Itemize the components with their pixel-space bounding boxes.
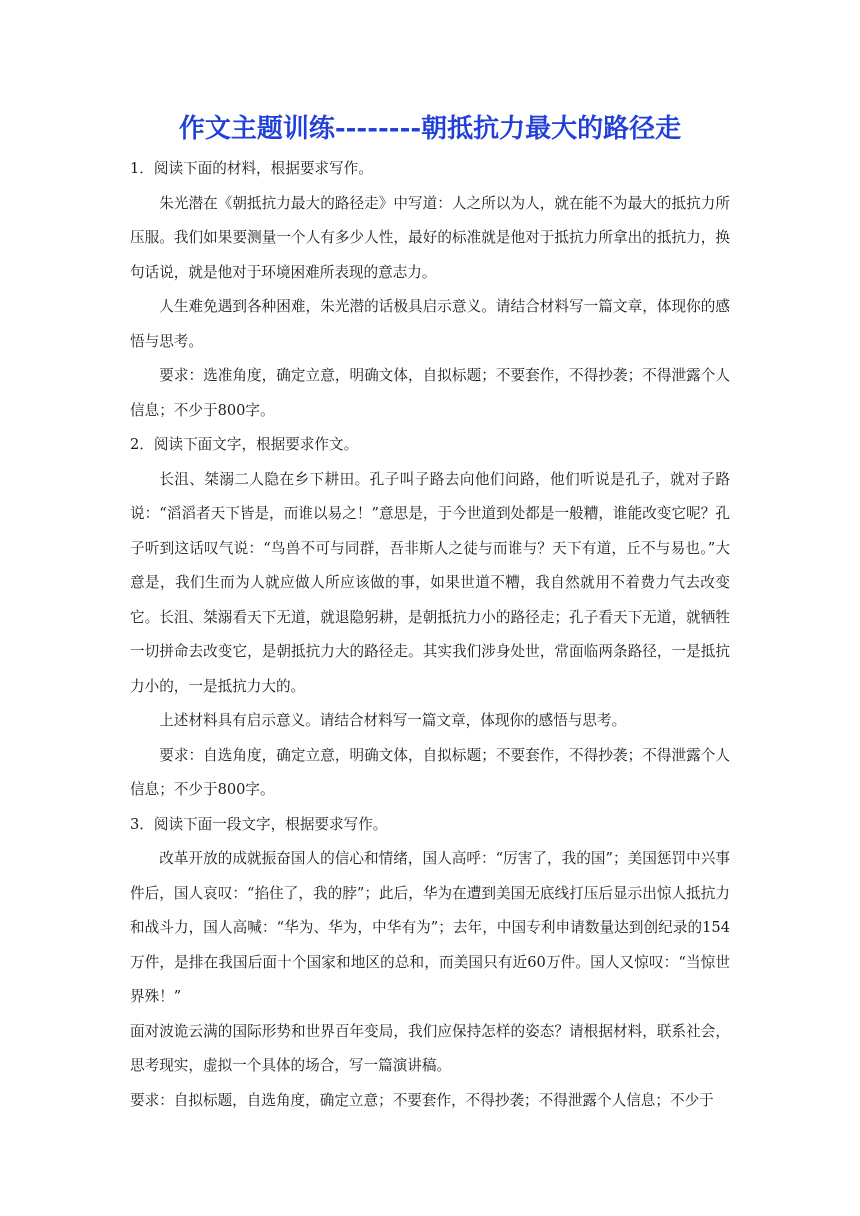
question-1-heading: 1．阅读下面的材料，根据要求写作。 [130, 160, 373, 177]
question-3-material: 改革开放的成就振奋国人的信心和情绪，国人高呼：“厉害了，我的国”；美国惩罚中兴事件后，国人哀叹：“掐住了，我的脖”；此后，华为在遭到美国无底线打压后显示出惊人抵抗力和战斗力，国人高喊：“华为、华为，中华有为”；去年，中国专利申请数量达到创纪录的154万件，是排在我国后面十个国家和地区的总和，而美国只有近60万件。国人又惊叹：“当惊世界殊！” [130, 850, 730, 1005]
question-3-requirements: 要求：自拟标题，自选角度，确定立意；不要套作，不得抄袭；不得泄露个人信息；不少于 [130, 1091, 714, 1109]
document-body [130, 108, 730, 1118]
question-2-material: 长沮、桀溺二人隐在乡下耕田。孔子叫子路去向他们问路，他们听说是孔子，就对子路说：“滔滔者天下皆是，而谁以易之！”意思是，于今世道到处都是一般糟，谁能改变它呢？孔子听到这话叹气说：“鸟兽不可与同群，吾非斯人之徒与而谁与？天下有道，丘不与易也。”大意是，我们生而为人就应做人所应该做的事，如果世道不糟，我自然就用不着费力气去改变它。长沮、桀溺看天下无道，就退隐躬耕，是朝抵抗力小的路径走；孔子看天下无道，就牺牲一切拼命去改变它，是朝抵抗力大的路径走。其实我们涉身处世，常面临两条路径，一是抵抗力小的，一是抵抗力大的。 [130, 470, 730, 695]
question-1-material: 朱光潜在《朝抵抗力最大的路径走》中写道：人之所以为人，就在能不为最大的抵抗力所压服。我们如果要测量一个人有多少人性，最好的标准就是他对于抵抗力所拿出的抵抗力，换句话说，就是他对于环境困难所表现的意志力。 [130, 194, 730, 281]
question-2-prompt: 上述材料具有启示意义。请结合材料写一篇文章，体现你的感悟与思考。 [159, 712, 627, 729]
question-2-requirements: 要求：自选角度，确定立意，明确文体，自拟标题；不要套作，不得抄袭；不得泄露个人信息；不少于800字。 [130, 746, 730, 798]
question-1-prompt: 人生难免遇到各种困难，朱光潜的话极具启示意义。请结合材料写一篇文章，体现你的感悟与思考。 [130, 298, 730, 350]
question-2-heading: 2．阅读下面文字，根据要求作文。 [130, 436, 359, 453]
question-1-requirements: 要求：选准角度，确定立意，明确文体，自拟标题；不要套作，不得抄袭；不得泄露个人信息；不少于800字。 [130, 367, 730, 419]
question-3-heading: 3．阅读下面一段文字，根据要求写作。 [130, 815, 388, 833]
question-3-prompt: 面对波诡云满的国际形势和世界百年变局，我们应保持怎样的姿态？请根据材料，联系社会，思考现实，虚拟一个具体的场合，写一篇演讲稿。 [130, 1022, 730, 1074]
document-title: 作文主题训练--------朝抵抗力最大的路径走 [178, 114, 682, 144]
